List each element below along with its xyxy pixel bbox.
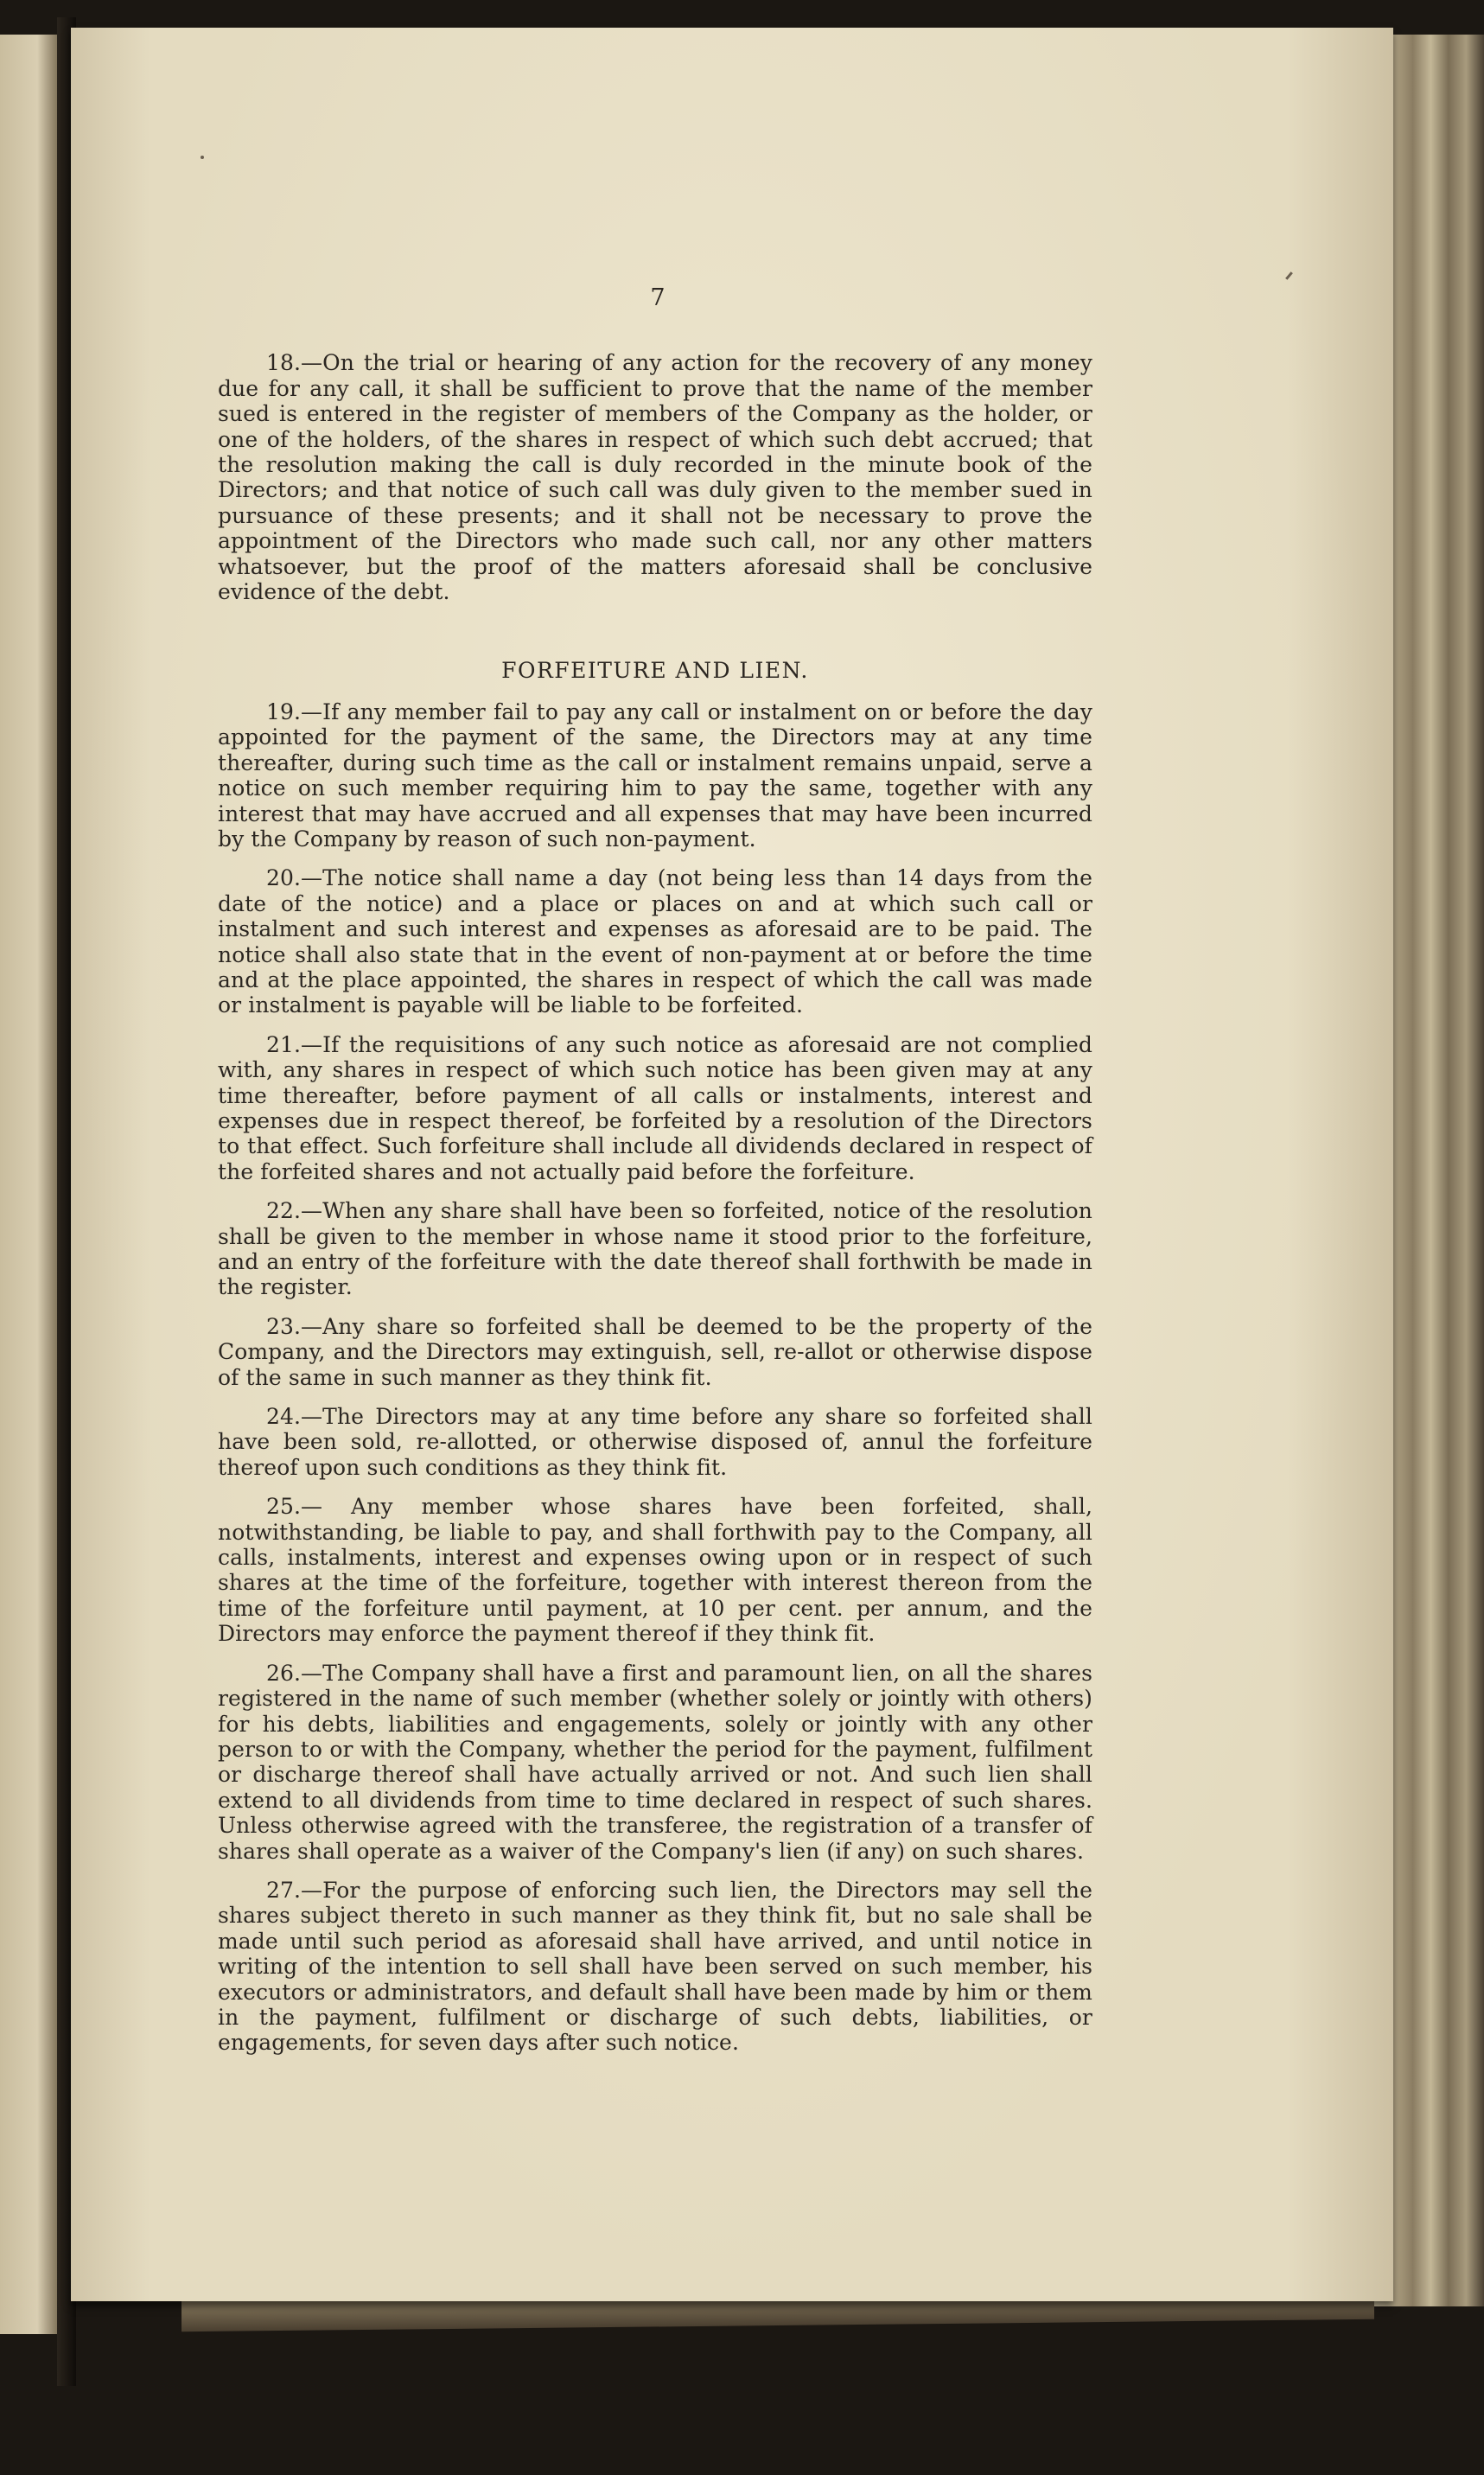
- clause-paragraph: 21.—If the requisitions of any such notice as aforesaid are not complied with, any shares in respect of which such notice has been given may at any time thereafter, before payment of all calls or instalments, interest and expenses due in respect thereof, be forfeited by a resolution of the Directors to that effect. Such forfeiture shall include all dividends declared in respect of the forfeited shares and not actually paid before the forfeiture.: [218, 1031, 1092, 1184]
- clause-paragraph: 27.—For the purpose of enforcing such lien, the Directors may sell the shares subject thereto in such manner as they think fit, but no sale shall be made until such period as aforesaid shall have arrived, and until notice in writing of the intention to sell shall have been served on such member, his executors or administrators, and default shall have been made by him or them in the payment, fulfilment or discharge of such debts, liabilities, or engagements, for seven days after such notice.: [218, 1877, 1092, 2056]
- clause-paragraph: 20.—The notice shall name a day (not being less than 14 days from the date of the notice) and a place or places on and at which such call or instalment and such interest and expenses as aforesaid are to be paid. The notice shall also state that in the event of non-payment at or before the time and at the place appointed, the shares in respect of which the call was made or instalment is payable will be liable to be forfeited.: [218, 865, 1092, 1018]
- clause-paragraph: 25.— Any member whose shares have been forfeited, shall, notwithstanding, be liable to pay, and shall forthwith pay to the Company, all calls, instalments, interest and expenses owing upon or in respect of such shares at the time of the forfeiture, together with interest thereon from the time of the forfeiture until payment, at 10 per cent. per annum, and the Directors may enforce the payment thereof if they think fit.: [218, 1494, 1092, 1647]
- page-speck: [201, 156, 204, 159]
- page-text: [218, 285, 1092, 2070]
- clause-paragraph: 19.—If any member fail to pay any call or instalment on or before the day appointed for the payment of the same, the Directors may at any time thereafter, during such time as the call or instalment remains unpaid, serve a notice on such member requiring him to pay the same, together with any interest that may have accrued and all expenses that may have been incurred by the Company by reason of such non-payment.: [218, 698, 1092, 852]
- clause-paragraph: 23.—Any share so forfeited shall be deemed to be the property of the Company, and the Directors may extinguish, sell, re-allot or otherwise dispose of the same in such manner as they think fit.: [218, 1313, 1092, 1390]
- facing-page-edge: [0, 35, 62, 2334]
- clause-paragraph: 24.—The Directors may at any time before any share so forfeited shall have been sold, re-allotted, or otherwise disposed of, annul the forfeiture thereof upon such conditions as they think fit.: [218, 1404, 1092, 1480]
- page-number: 7: [650, 284, 666, 311]
- section-heading: FORFEITURE AND LIEN.: [501, 658, 809, 684]
- clause-paragraph: 22.—When any share shall have been so forfeited, notice of the resolution shall be given to the member in whose name it stood prior to the forfeiture, and an entry of the forfeiture with the date thereof shall forthwith be made in the register.: [218, 1198, 1092, 1300]
- clause-paragraph: 18.—On the trial or hearing of any action for the recovery of any money due for any call, it shall be sufficient to prove that the name of the member sued is entered in the register of members of the Company as the holder, or one of the holders, of the shares in respect of which such debt accrued; that the resolution making the call is duly recorded in the minute book of the Directors; and that notice of such call was duly given to the member sued in pursuance of these presents; and it shall not be necessary to prove the appointment of the Directors who made such call, nor any other matters whatsoever, but the proof of the matters aforesaid shall be conclusive evidence of the debt.: [218, 350, 1092, 605]
- page-speck: [1285, 271, 1293, 280]
- clause-paragraph: 26.—The Company shall have a first and paramount lien, on all the shares registered in the name of such member (whether solely or jointly with others) for his debts, liabilities and engagements, solely or jointly with any other person to or with the Company, whether the period for the payment, fulfilment or discharge thereof shall have actually arrived or not. And such lien shall extend to all dividends from time to time declared in respect of such shares. Unless otherwise agreed with the transferee, the registration of a transfer of shares shall operate as a waiver of the Company's lien (if any) on such shares.: [218, 1660, 1092, 1864]
